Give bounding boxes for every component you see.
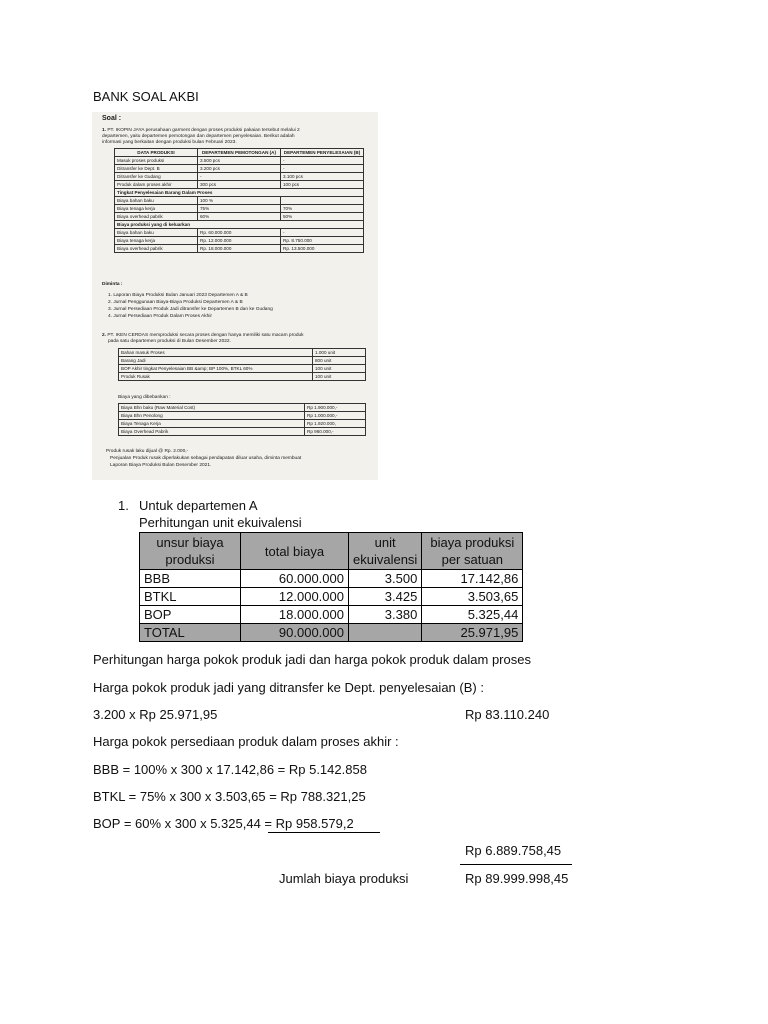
table-row: Ditransfer ke Gudang - 3.100 pcs (115, 173, 364, 181)
section-subheading: Perhitungan unit ekuivalensi (139, 515, 302, 530)
table-row: Biaya Bhn baku (Raw Material Cost) Rp 1.900.000,- (119, 404, 366, 412)
table-row: Masuk proses produksi 3.500 pcs - (115, 157, 364, 165)
total-underline (460, 864, 572, 865)
table-header: unsur biaya produksi (140, 533, 241, 570)
wip-label: Harga pokok persediaan produk dalam proses akhir : (93, 734, 399, 749)
btkl-calc: BTKL = 75% x 300 x 3.503,65 = Rp 788.321,25 (93, 789, 366, 804)
table-row: BOP 18.000.000 3.380 5.325,44 (140, 606, 523, 624)
process-units-table (118, 348, 366, 381)
problem-1-line-2: departemen, yaitu departemen pemotongan dan departemen penyelesaian. Berikut adalah (102, 134, 295, 139)
problem-2-line-2: pada satu departemen produksi di Bulan Desember 2022. (108, 339, 231, 344)
note-line-3: Laporan Biaya Produksi Bulan Desember 2021. (110, 463, 212, 468)
table-row: Biaya Overhead Pabrik Rp 960.000,- (119, 428, 366, 436)
table-row: Biaya bahan baku Rp. 60.000.000 - (115, 229, 364, 237)
wip-total-value: Rp 6.889.758,45 (465, 843, 562, 858)
diminta-label: Diminta : (102, 282, 123, 287)
finished-goods-value: Rp 83.110.240 (465, 707, 550, 722)
table-row: Produk dalam proses akhir 300 pcs 100 pcs (115, 181, 364, 189)
table-row: BBB 60.000.000 3.500 17.142,86 (140, 570, 523, 588)
cost-table (118, 403, 366, 436)
problem-1-line-3: informasi yang berkaitan dengan produksi bulan Februari 2023. (102, 140, 237, 145)
document-title: BANK SOAL AKBI (93, 89, 199, 104)
calc-heading: Perhitungan harga pokok produk jadi dan harga pokok produk dalam proses (93, 652, 531, 667)
table-row: Biaya overhead pabrik Rp. 18.000.000 Rp. 13.500.000 (115, 245, 364, 253)
table-row: Barang Jadi 800 unit (119, 357, 366, 365)
table-section-row: Biaya produksi yang di keluarkan (115, 221, 364, 229)
table-total-row: TOTAL 90.000.000 25.971,95 (140, 624, 523, 642)
diminta-item: 1. Laporan Biaya Produksi Bulan Januari 2023 Departemen A & B (108, 293, 248, 298)
table-header: biaya produksi per satuan (422, 533, 523, 570)
table-row: Bahan masuk Proses 1.000 unit (119, 349, 366, 357)
diminta-item: 4. Jurnal Persediaan Produk Dalam Proses Akhir (108, 314, 212, 319)
note-line-1: Produk rusak laku dijual @ Rp. 2.000,- (106, 449, 189, 454)
total-production-value: Rp 89.999.998,45 (465, 871, 569, 886)
table-section-row: Tingkat Penyelesaian Barang Dalam Proses (115, 189, 364, 197)
note-line-2: Penjualan Produk rusak diperlakukan sebagai pendapatan diluar usaha, diminta membuat (110, 456, 302, 461)
table-header: unit ekuivalensi (349, 533, 422, 570)
table-row: BTKL 12.000.000 3.425 3.503,65 (140, 588, 523, 606)
table-row: Biaya tenaga kerja Rp. 12.000.000 Rp. 8.750.000 (115, 237, 364, 245)
table-row: Biaya Bhn Penolong Rp 1.000.000,- (119, 412, 366, 420)
diminta-item: 2. Jurnal Penggunaan Biaya-Biaya Produksi Departemen A & B (108, 300, 243, 305)
total-production-label: Jumlah biaya produksi (279, 871, 409, 886)
table-row: Ditransfer ke Dept. B 3.200 pcs - (115, 165, 364, 173)
problem-1-line-1: 1. PT. IKOPIN JAYA perusahaan garment dengan proses produksi pakaian tersebut melalui 2 (102, 128, 300, 133)
finished-goods-label: Harga pokok produk jadi yang ditransfer ke Dept. penyelesaian (B) : (93, 680, 484, 695)
table-row: Biaya bahan baku 100 % (115, 197, 364, 205)
table-row: Biaya Tenaga Kerja Rp 1.920.000, (119, 420, 366, 428)
scanned-problem-sheet (92, 112, 378, 480)
table-row: Biaya overhead pabrik 60% 50% (115, 213, 364, 221)
table-header: DEPARTEMEN PENYELESAIAN (B) (281, 149, 364, 157)
section-heading: Untuk departemen A (139, 498, 258, 513)
table-header: total biaya (241, 533, 349, 570)
sum-underline (268, 832, 380, 833)
finished-goods-formula: 3.200 x Rp 25.971,95 (93, 707, 218, 722)
table-row: Biaya tenaga kerja 75% 70% (115, 205, 364, 213)
table-row: BOP Akhir tingkat Penyelesaian BB &amp; BP 100%, BTKL 60% 100 unit (119, 365, 366, 373)
problem-2-line-1: 2. PT. IKEN CERDAS memproduksi secara proses dengan hanya memiliki satu macam produk (102, 333, 304, 338)
production-data-table (114, 148, 364, 253)
table-header: DATA PRODUKSI (115, 149, 198, 157)
soal-label: Soal : (102, 115, 122, 122)
biaya-label: Biaya yang dibebankan : (118, 395, 171, 400)
table-row: Produk Rusak 100 unit (119, 373, 366, 381)
diminta-item: 3. Jurnal Persediaan Produk Jadi ditransfer ke Departemen B dan ke Gudang (108, 307, 273, 312)
unit-equivalence-table (139, 532, 523, 642)
section-number: 1. (118, 498, 129, 513)
table-header: DEPARTEMEN PEMOTONGAN (A) (198, 149, 281, 157)
bbb-calc: BBB = 100% x 300 x 17.142,86 = Rp 5.142.858 (93, 762, 367, 777)
bop-calc: BOP = 60% x 300 x 5.325,44 = Rp 958.579,2 (93, 816, 354, 831)
